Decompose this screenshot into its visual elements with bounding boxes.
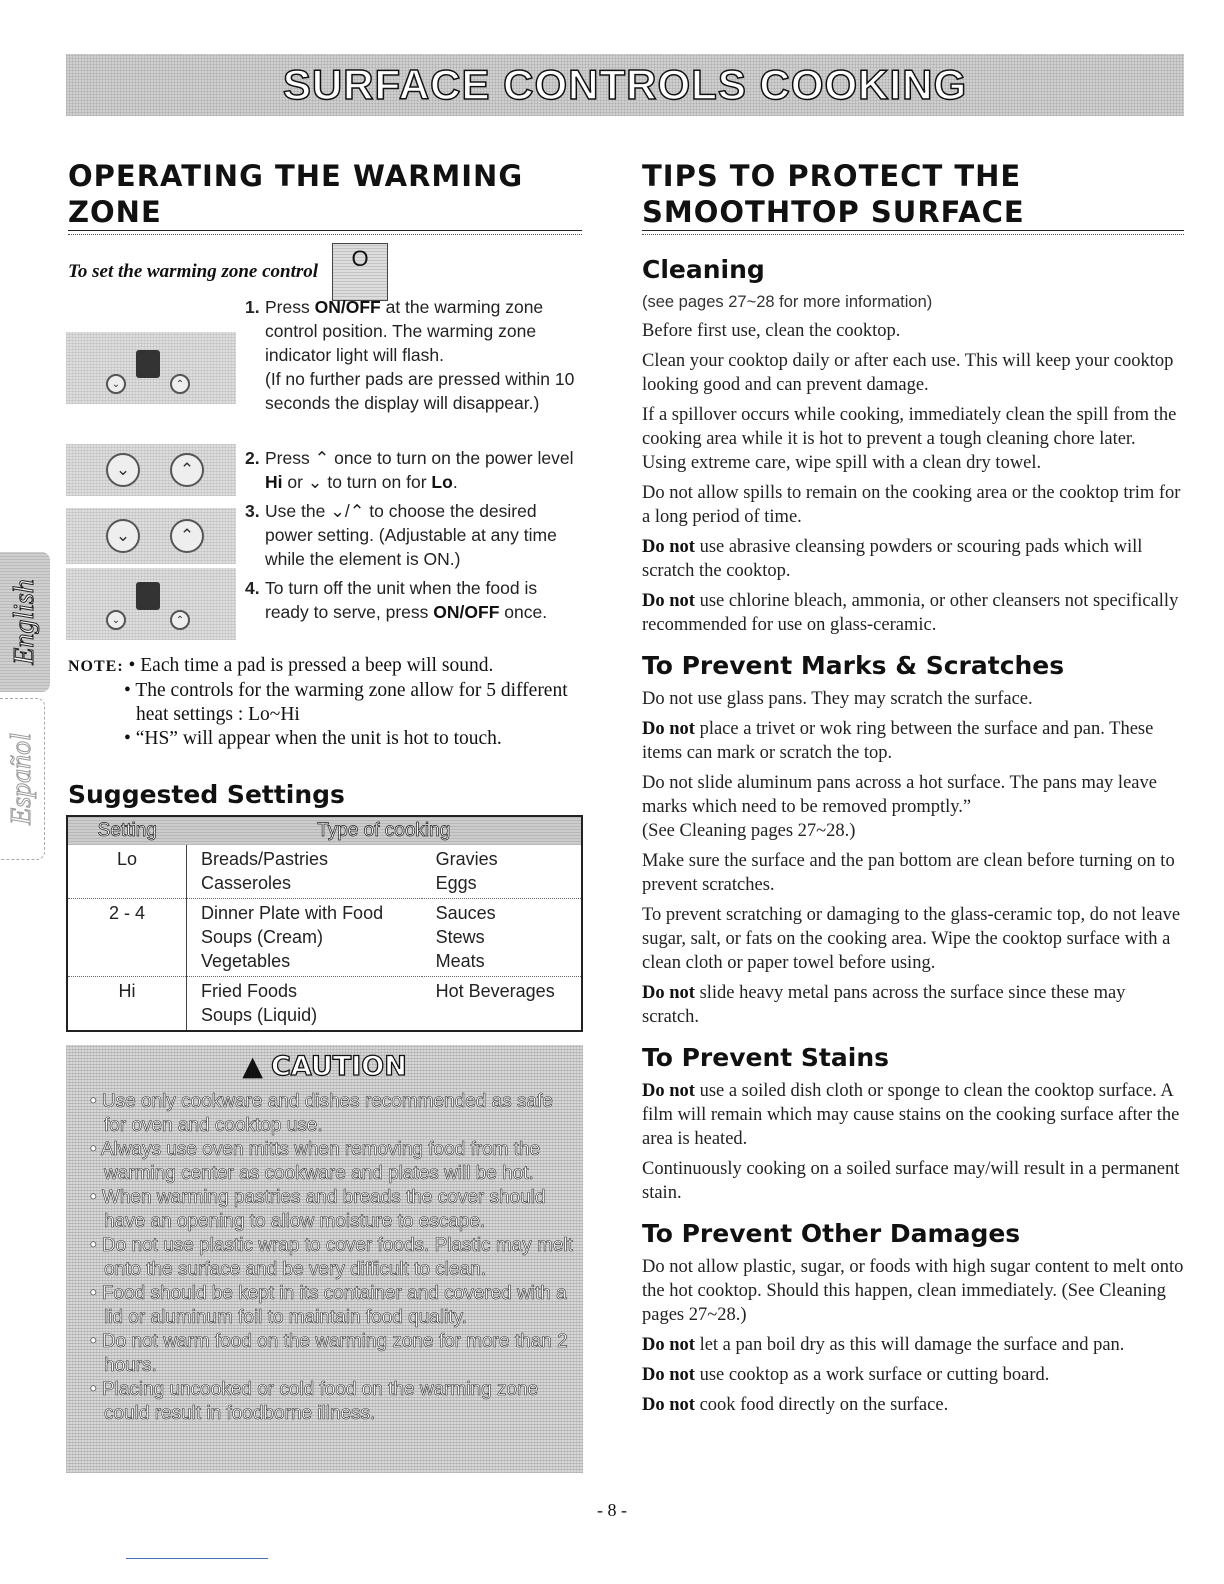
suggested-settings-table xyxy=(66,815,583,1032)
paragraph: Do not allow plastic, sugar, or foods with high sugar content to melt onto the hot cooktop. Should this happen, clean immediately. (See Cleaning pages 27~28.) xyxy=(642,1257,1184,1325)
step-text: at the warming zone control position. The warming zone indicator light will flash. xyxy=(265,297,544,365)
language-tab-espanol[interactable] xyxy=(0,698,45,860)
on-off-label: ON/OFF xyxy=(314,297,381,317)
chevron-down-icon: ⌄ xyxy=(106,453,140,487)
setting-cell: Lo xyxy=(67,845,187,899)
caution-item: • Do not use plastic wrap to cover foods. Plastic may melt onto the surface and be very difficult to clean. xyxy=(90,1235,573,1280)
hi-label: Hi xyxy=(265,472,283,492)
paragraph: Do not use chlorine bleach, ammonia, or other cleansers not specifically recommended for use on glass-ceramic. xyxy=(642,591,1179,635)
type-cell: Hot Beverages xyxy=(435,981,555,1001)
chevron-down-icon: ⌄ xyxy=(106,610,126,630)
heading-rule xyxy=(68,230,582,235)
step-number: 3. xyxy=(245,501,260,521)
paragraph: Clean your cooktop daily or after each use. This will keep your cooktop looking good and can prevent damage. xyxy=(642,351,1174,395)
table-row xyxy=(67,899,582,977)
chevron-down-icon: ⌄ xyxy=(106,374,126,394)
warning-triangle-icon: ▲ xyxy=(242,1051,263,1082)
setting-cell: 2 - 4 xyxy=(67,899,187,977)
step-text: to choose the desired power setting. (Adjustable at any time while the element is ON.) xyxy=(265,501,557,569)
paragraph: Do not use cooktop as a work surface or cutting board. xyxy=(642,1365,1050,1385)
step-text: Press xyxy=(265,297,315,317)
note-label: NOTE: xyxy=(68,658,124,675)
note-block xyxy=(68,654,582,751)
caution-item: • Placing uncooked or cold food on the warming zone could result in foodborne illness. xyxy=(90,1379,539,1424)
step-number: 2. xyxy=(245,448,260,468)
step-text: or xyxy=(282,472,308,492)
suggested-settings-heading: Suggested Settings xyxy=(68,780,345,809)
note-item: • The controls for the warming zone allow for 5 different heat settings : Lo~Hi xyxy=(124,680,568,725)
paragraph: Do not slide aluminum pans across a hot surface. The pans may leave marks which need to be removed promptly.” (See Cleaning pages 27~28.) xyxy=(642,773,1157,841)
caution-box xyxy=(66,1045,583,1473)
chevron-up-icon: ⌃ xyxy=(170,453,204,487)
left-column xyxy=(68,158,582,301)
paragraph: Do not allow spills to remain on the cooking area or the cooktop trim for a long period of time. xyxy=(642,483,1181,527)
type-cell: Fried Foods Soups (Liquid) xyxy=(201,981,318,1025)
right-column xyxy=(642,158,1184,1423)
control-panel-illustration-4 xyxy=(66,568,236,640)
language-tab-english-label: English xyxy=(9,579,40,665)
step-number: 4. xyxy=(245,578,260,598)
step-text: once. xyxy=(499,602,548,622)
step-3 xyxy=(245,499,585,571)
step-text: Use the xyxy=(265,501,331,521)
paragraph: Continuously cooking on a soiled surface may/will result in a permanent stain. xyxy=(642,1159,1180,1203)
warming-zone-control-icon xyxy=(332,243,388,301)
paragraph: Before first use, clean the cooktop. xyxy=(642,321,901,341)
column-header-type: Type of cooking xyxy=(187,816,583,845)
step-1 xyxy=(245,295,585,415)
step-text: to turn on for xyxy=(322,472,432,492)
caution-list xyxy=(66,1090,583,1426)
step-4 xyxy=(245,576,585,624)
paragraph: Do not cook food directly on the surface. xyxy=(642,1395,949,1415)
table-row xyxy=(67,845,582,899)
type-cell: Breads/Pastries Casseroles xyxy=(187,845,422,899)
chevron-up-icon: ⌃ xyxy=(314,448,330,468)
cleaning-reference: (see pages 27~28 for more information) xyxy=(642,293,933,311)
warming-zone-subtitle: To set the warming zone control xyxy=(68,261,319,282)
chevron-up-icon: ⌃ xyxy=(170,374,190,394)
step-2 xyxy=(245,446,585,494)
chevron-down-icon: ⌄ xyxy=(307,472,323,492)
damages-heading: To Prevent Other Damages xyxy=(642,1219,1021,1248)
chevron-down-icon: ⌄ xyxy=(106,519,140,553)
paragraph: Do not use a soiled dish cloth or sponge to clean the cooktop surface. A film will remain which may cause stains on the cooking surface after the area is heated. xyxy=(642,1081,1180,1149)
chevron-icons: ⌄/⌃ xyxy=(330,501,365,521)
section-banner xyxy=(66,54,1184,116)
on-off-label: ON/OFF xyxy=(433,602,500,622)
caution-item: • Do not warm food on the warming zone for more than 2 hours. xyxy=(90,1331,568,1376)
step-text: To turn off the unit when the food is ready to serve, press xyxy=(265,578,538,622)
tips-heading: TIPS TO PROTECT THE SMOOTHTOP SURFACE xyxy=(642,159,1025,229)
setting-cell: Hi xyxy=(67,977,187,1032)
warming-zone-heading: OPERATING THE WARMING ZONE xyxy=(68,159,524,229)
banner-title: SURFACE CONTROLS COOKING xyxy=(282,61,968,108)
paragraph: Make sure the surface and the pan bottom are clean before turning on to prevent scratches. xyxy=(642,851,1175,895)
caution-item: • Food should be kept in its container and covered with a lid or aluminum foil to maintain food quality. xyxy=(90,1283,567,1328)
type-cell: Sauces Stews Meats xyxy=(422,899,582,977)
step-text: once to turn on the power level xyxy=(329,448,574,468)
table-row xyxy=(67,977,582,1032)
control-panel-illustration-3 xyxy=(66,508,236,564)
cleaning-heading: Cleaning xyxy=(642,255,765,284)
type-cell: Gravies Eggs xyxy=(422,845,582,899)
page-number: - 8 - xyxy=(597,1500,627,1520)
control-panel-illustration-1 xyxy=(66,332,236,404)
control-panel-illustration-2 xyxy=(66,444,236,496)
footer-rule xyxy=(126,1558,268,1559)
caution-title: CAUTION xyxy=(270,1051,407,1082)
note-item: • “HS” will appear when the unit is hot to touch. xyxy=(124,728,502,749)
caution-item: • Use only cookware and dishes recommended as safe for oven and cooktop use. xyxy=(90,1091,553,1136)
paragraph: Do not slide heavy metal pans across the surface since these may scratch. xyxy=(642,983,1126,1027)
note-item: • Each time a pad is pressed a beep will sound. xyxy=(128,655,494,676)
o-symbol: O xyxy=(351,246,369,271)
heading-rule xyxy=(642,230,1184,235)
chevron-up-icon: ⌃ xyxy=(170,610,190,630)
paragraph: Do not use glass pans. They may scratch the surface. xyxy=(642,689,1033,709)
stains-heading: To Prevent Stains xyxy=(642,1043,889,1072)
marks-heading: To Prevent Marks & Scratches xyxy=(642,651,1065,680)
step-number: 1. xyxy=(245,297,260,317)
step-note: (If no further pads are pressed within 10 seconds the display will disappear.) xyxy=(265,369,575,413)
type-cell: Dinner Plate with Food Soups (Cream) Vegetables xyxy=(187,899,422,977)
step-text: Press xyxy=(265,448,315,468)
caution-item: • Always use oven mitts when removing food from the warming center as cookware and plates will be hot. xyxy=(90,1139,541,1184)
chevron-up-icon: ⌃ xyxy=(170,519,204,553)
step-text: . xyxy=(452,472,458,492)
paragraph: Do not place a trivet or wok ring between the surface and pan. These items can mark or scratch the top. xyxy=(642,719,1154,763)
display-window xyxy=(136,582,160,610)
language-tab-english[interactable] xyxy=(0,552,50,692)
paragraph: Do not use abrasive cleansing powders or scouring pads which will scratch the cooktop. xyxy=(642,537,1143,581)
paragraph: To prevent scratching or damaging to the glass-ceramic top, do not leave sugar, salt, or fats on the cooking area. Wipe the cooktop surface with a clean cloth or paper towel before using. xyxy=(642,905,1181,973)
language-tab-espanol-label: Español xyxy=(6,733,37,825)
lo-label: Lo xyxy=(431,472,453,492)
caution-item: • When warming pastries and breads the cover should have an opening to allow moisture to escape. xyxy=(90,1187,546,1232)
paragraph: If a spillover occurs while cooking, immediately clean the spill from the cooking area while it is hot to prevent a tough cleaning chore later. Using extreme care, wipe spill with a clean dry towel. xyxy=(642,405,1177,473)
display-window xyxy=(136,350,160,378)
column-header-setting: Setting xyxy=(67,816,187,845)
paragraph: Do not let a pan boil dry as this will damage the surface and pan. xyxy=(642,1335,1125,1355)
